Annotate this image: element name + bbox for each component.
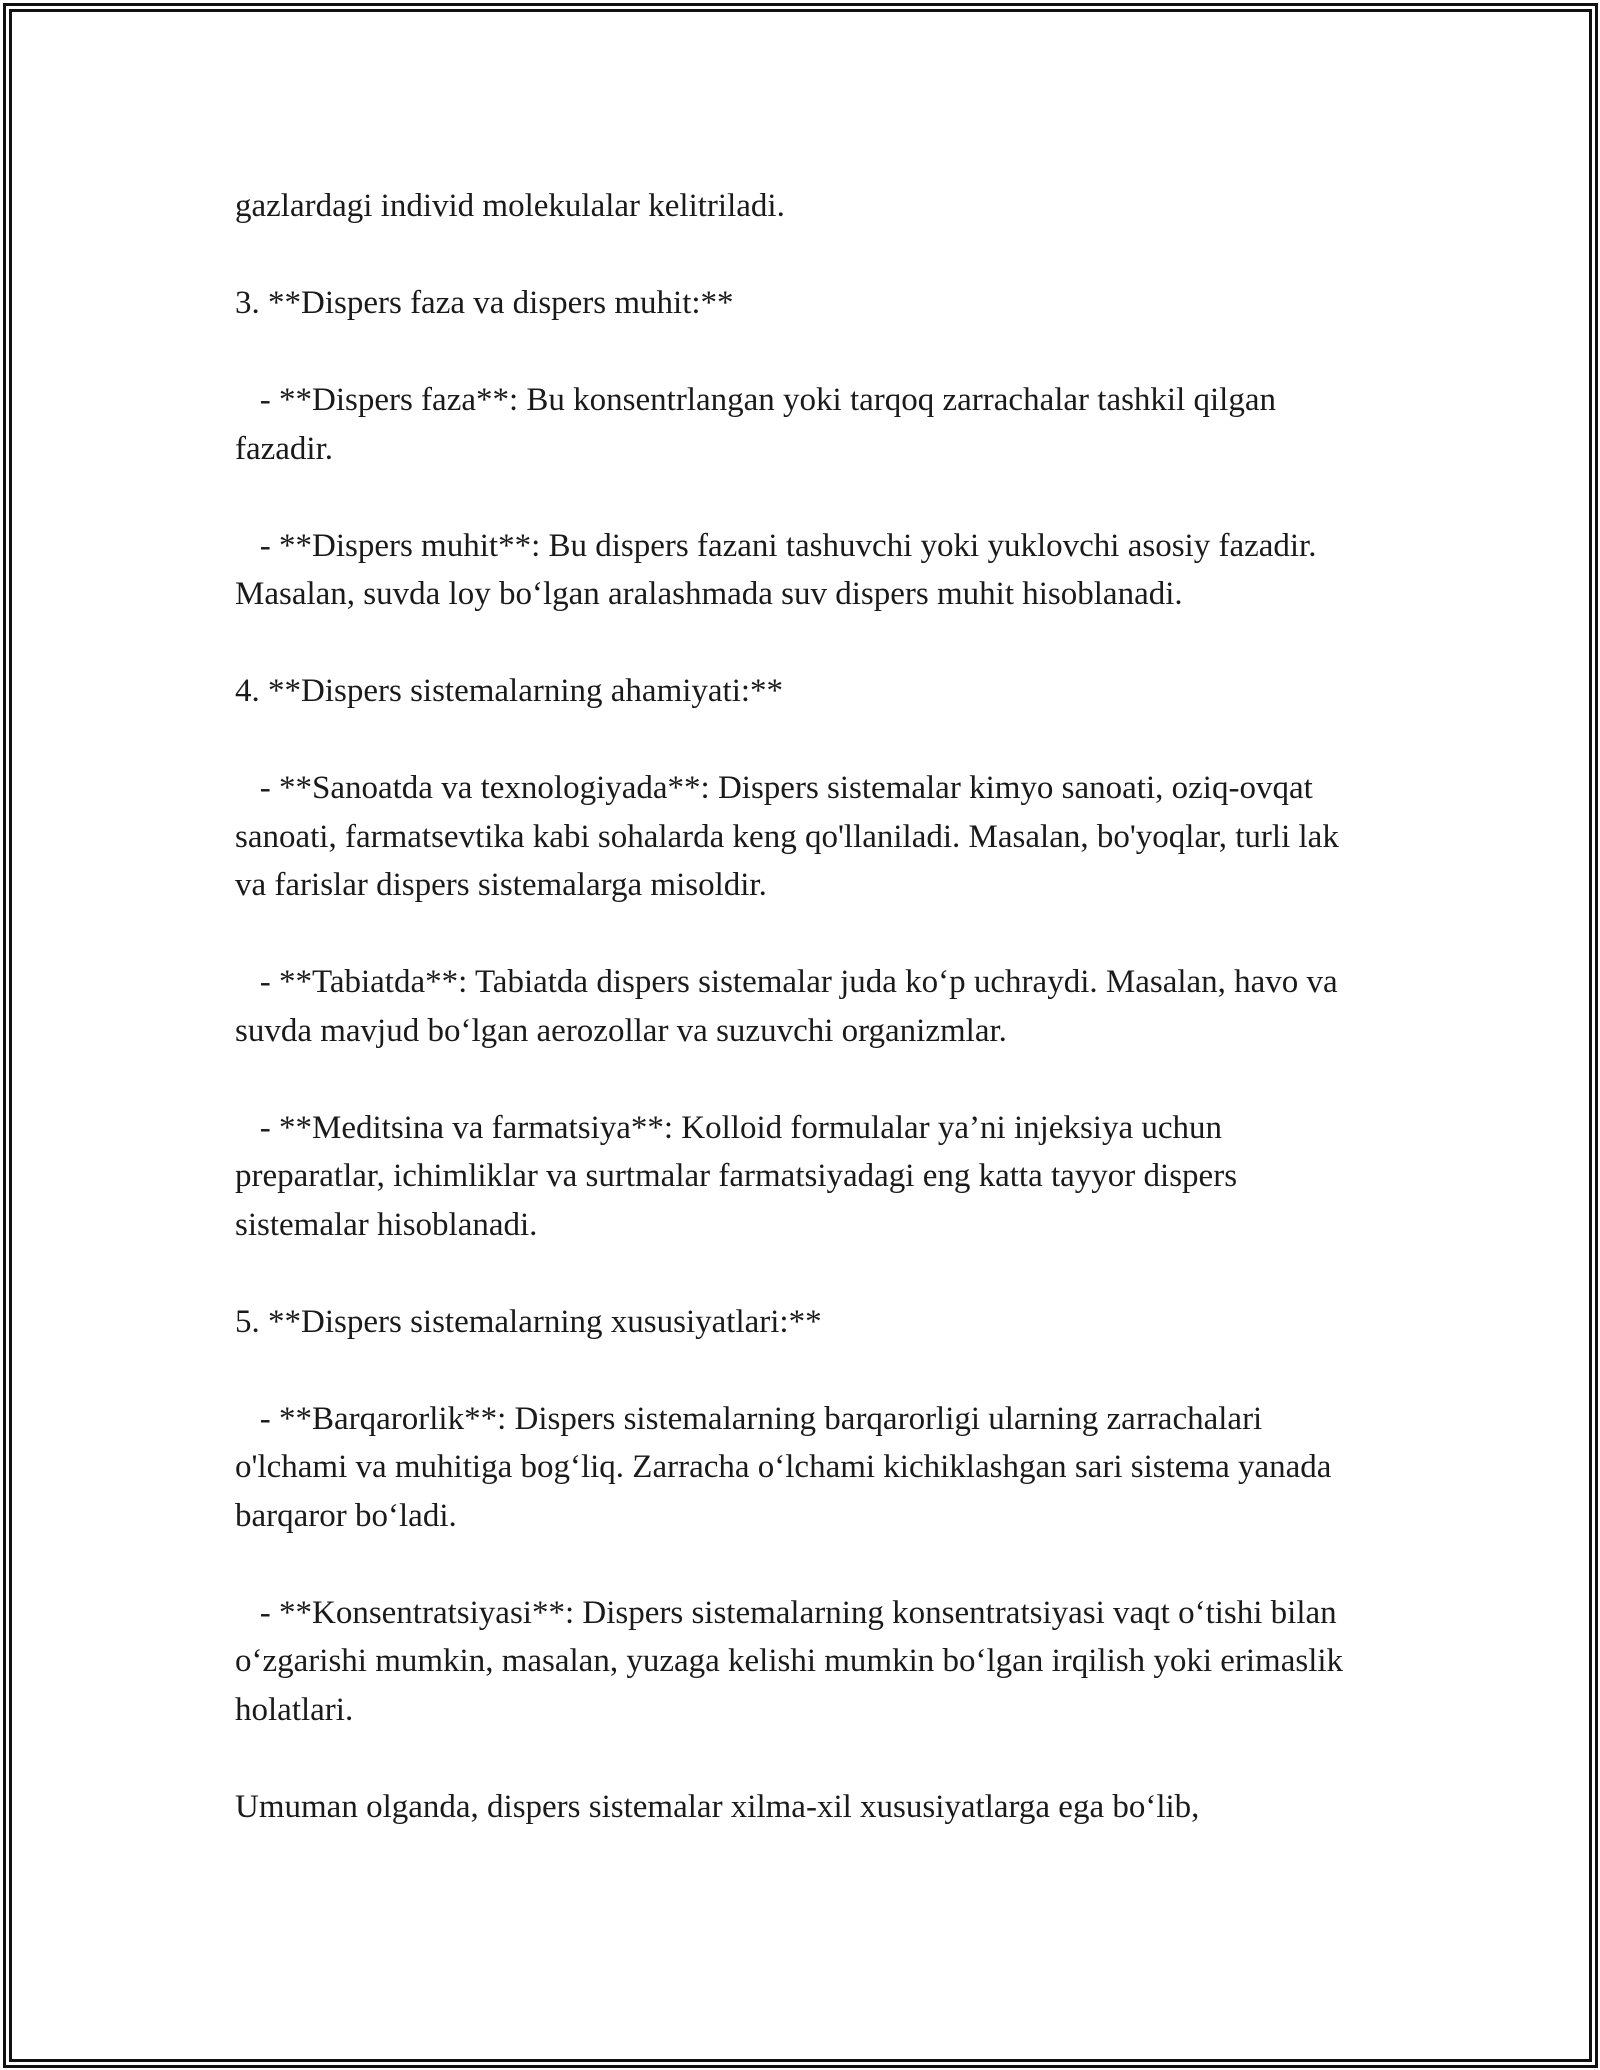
list-item-dispers-muhit: - **Dispers muhit**: Bu dispers fazani tashuvchi yoki yuklovchi asosiy fazadir. Masalan, suvda loy bo‘lgan aralashmada suv dispers muhit hisoblanadi.	[235, 527, 1325, 612]
list-item-dispers-faza: - **Dispers faza**: Bu konsentrlangan yoki tarqoq zarrachalar tashkil qilgan fazadir.	[235, 382, 1285, 467]
document-body	[235, 182, 1360, 1831]
list-item-meditsina: - **Meditsina va farmatsiya**: Kolloid formulalar ya’ni injeksiya uchun preparatlar, ichimliklar va surtmalar farmatsiyadagi eng katta tayyor dispers sistemalar hisoblanadi.	[235, 1109, 1246, 1243]
list-item-barqarorlik: - **Barqarorlik**: Dispers sistemalarning barqarorligi ularning zarrachalari o'lchami va muhitiga bog‘liq. Zarracha o‘lchami kichiklashgan sari sistema yanada barqaror bo‘ladi.	[235, 1400, 1340, 1534]
list-item-konsentratsiyasi: - **Konsentratsiyasi**: Dispers sistemalarning konsentratsiyasi vaqt o‘tishi bilan o‘zgarishi mumkin, masalan, yuzaga kelishi mumkin bo‘lgan irqilish yoki erimaslik holatlari.	[235, 1594, 1352, 1728]
section-heading-5: 5. **Dispers sistemalarning xususiyatlari:**	[235, 1303, 822, 1340]
list-item-tabiatda: - **Tabiatda**: Tabiatda dispers sistemalar juda ko‘p uchraydi. Masalan, havo va suvda mavjud bo‘lgan aerozollar va suzuvchi organizmlar.	[235, 964, 1346, 1049]
list-item-sanoatda: - **Sanoatda va texnologiyada**: Dispers sistemalar kimyo sanoati, oziq-ovqat sanoati, farmatsevtika kabi sohalarda keng qo'llaniladi. Masalan, bo'yoqlar, turli lak va farislar dispers sistemalarga misoldir.	[235, 770, 1348, 903]
paragraph-conclusion: Umuman olganda, dispers sistemalar xilma-xil xususiyatlarga ega bo‘lib,	[235, 1788, 1200, 1825]
section-heading-3: 3. **Dispers faza va dispers muhit:**	[235, 285, 734, 321]
section-heading-4: 4. **Dispers sistemalarning ahamiyati:**	[235, 673, 784, 709]
paragraph-continuation: gazlardagi individ molekulalar kelitriladi.	[235, 188, 785, 224]
